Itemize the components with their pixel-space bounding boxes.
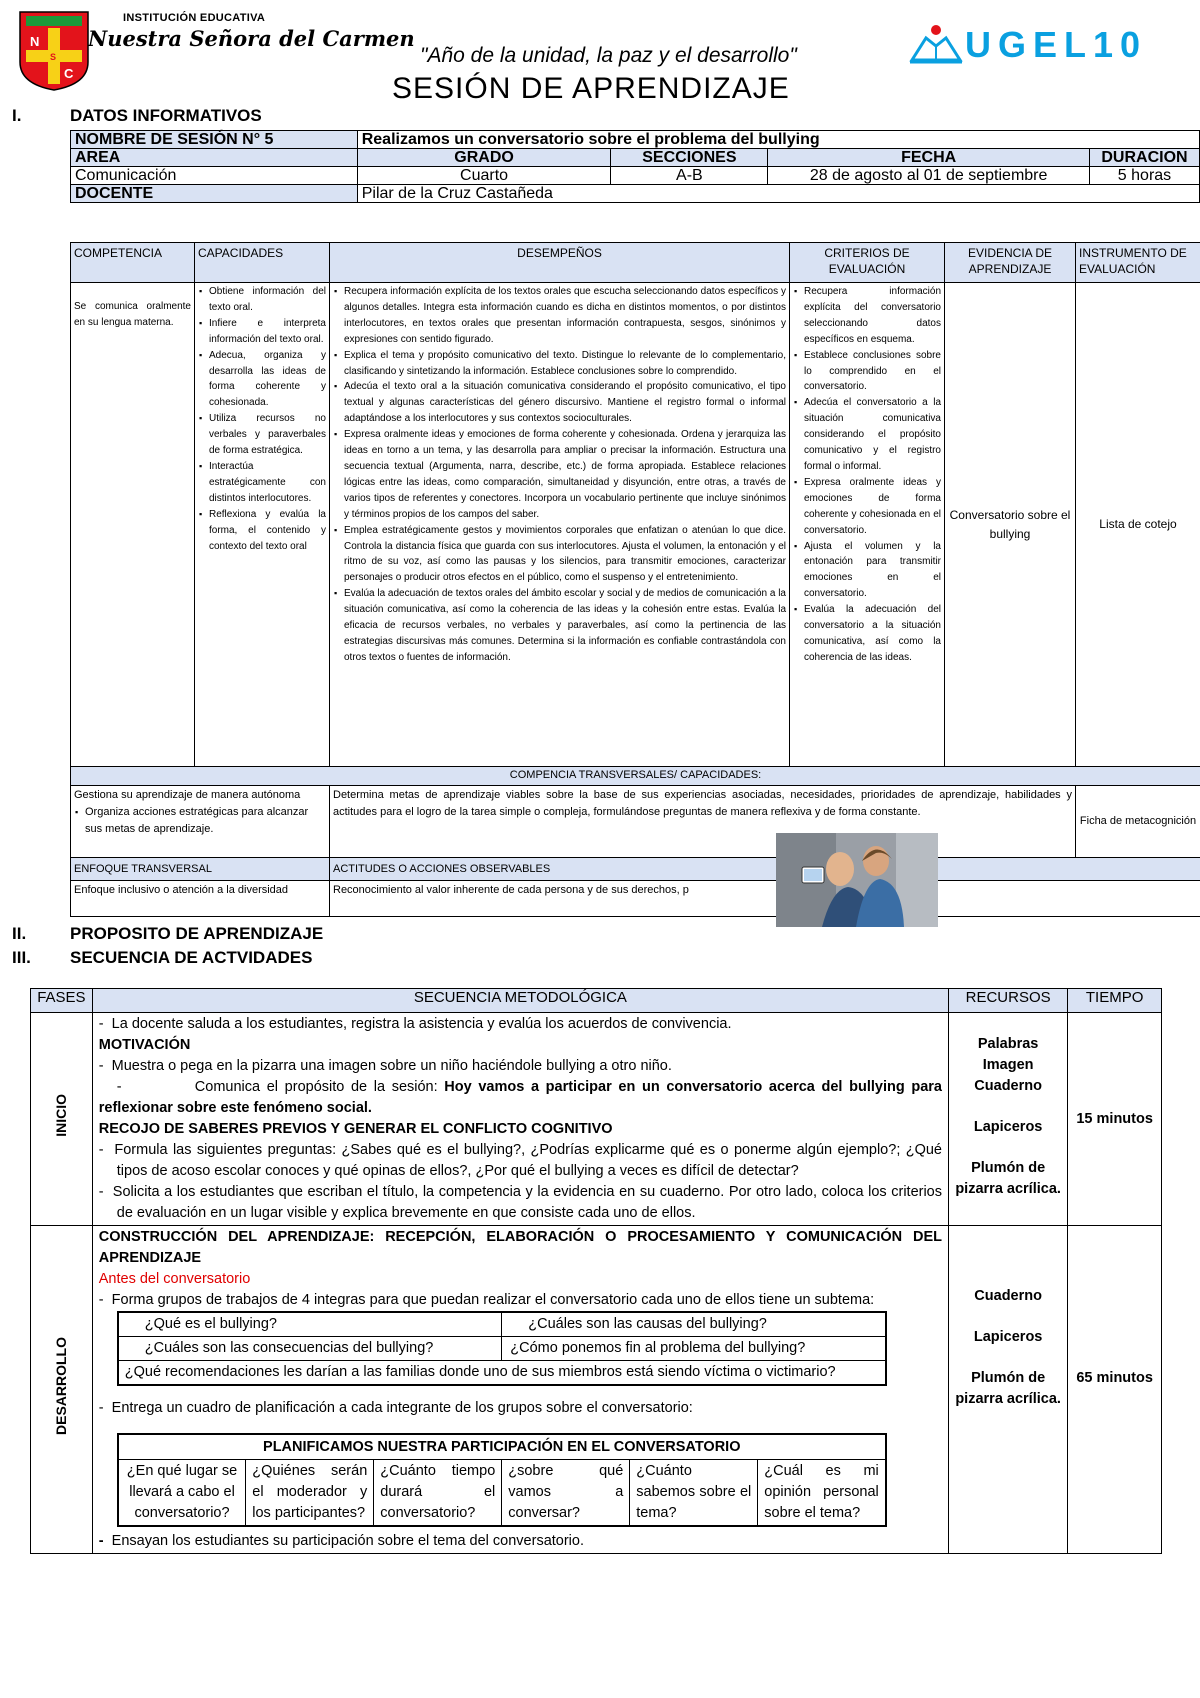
- planificacion-table: [117, 1433, 887, 1527]
- recurso-item: Imagen: [982, 1057, 1034, 1073]
- list-item: - Ensayan los estudiantes su participación sobre el tema del conversatorio.: [98, 1533, 584, 1549]
- criterios-header: CRITERIOS DE EVALUACIÓN: [790, 243, 945, 283]
- datos-table: [70, 130, 1200, 203]
- transversal-band-row: [71, 767, 1200, 786]
- comp-header-row: [71, 243, 1200, 283]
- list-item: ▪ Evalúa la adecuación de textos orales del ámbito escolar y social y de medios de comunicación a la situación comunicativa, así como la coherencia de las ideas y la cohesión entre estas. Evalúa la eficacia de recursos verbales, no verbales y paraverbales, así como la pertinencia de las estrategias discursivas más comunes. Determina si la información es confiable contrastándola con otros textos o fuentes de información.: [344, 586, 786, 666]
- duracion-header: DURACION: [1089, 149, 1199, 167]
- actitudes-text-a: Reconocimiento al valor inherente de cada persona y de sus derechos, p: [333, 883, 689, 896]
- criterios-list: [793, 284, 941, 666]
- desarrollo-phase-cell: [31, 1226, 93, 1554]
- school-crest-logo: [18, 10, 90, 92]
- capacidades-list: [198, 284, 326, 554]
- plan-question: ¿sobre qué vamos a conversar?: [502, 1460, 630, 1527]
- recurso-item: Plumón de pizarra acrílica.: [955, 1370, 1061, 1407]
- secuencia-table: [30, 988, 1162, 1554]
- motivacion-heading: MOTIVACIÓN: [98, 1037, 191, 1053]
- instrumento-value: Lista de cotejo: [1076, 283, 1200, 767]
- inicio-recursos: [949, 1013, 1068, 1226]
- list-item: ▪ Recupera información explícita del conversatorio seleccionando datos específicos en esquema.: [804, 284, 941, 348]
- sesion-name: Realizamos un conversatorio sobre el problema del bullying: [357, 131, 1199, 149]
- capacidades-cell: [195, 283, 330, 767]
- list-item: ▪ Infiere e interpreta información del texto oral.: [209, 316, 326, 348]
- recurso-item: Palabras: [977, 1036, 1039, 1052]
- enfoque-header: ENFOQUE TRANSVERSAL: [71, 857, 330, 880]
- list-item: - Entrega un cuadro de planificación a cada integrante de los grupos sobre el conversatorio:: [98, 1400, 693, 1416]
- desarrollo-tiempo: 65 minutos: [1068, 1226, 1162, 1554]
- grado-header: GRADO: [357, 149, 611, 167]
- list-item: ▪ Interactúa estratégicamente con distintos interlocutores.: [209, 459, 326, 507]
- recurso-item: Lapiceros: [973, 1329, 1043, 1345]
- list-item: ▪ Recupera información explícita de los textos orales que escucha seleccionando datos específicos y algunos detalles. Integra esta información cuando es dicha en distintos momentos, o por distintos interlocutores, en textos orales que presentan información contrapuesta, sesgos, sinónimos y expresiones con sentido figurado.: [344, 284, 786, 348]
- logo-letter-s: S: [50, 52, 57, 62]
- logo-letter-n: N: [30, 34, 40, 49]
- plan-question: ¿Quiénes serán el moderador y los participantes?: [246, 1460, 374, 1527]
- plan-title: PLANIFICAMOS NUESTRA PARTICIPACIÓN EN EL CONVERSATORIO: [118, 1434, 886, 1460]
- section-2-number: II.: [12, 924, 27, 943]
- list-item: ▪ Establece conclusiones sobre lo comprendido en el conversatorio.: [804, 348, 941, 396]
- competencias-table: [70, 242, 1200, 917]
- inicio-tiempo: 15 minutos: [1068, 1013, 1162, 1226]
- list-item: ▪ Utiliza recursos no verbales y paraverbales de forma estratégica.: [209, 411, 326, 459]
- desarrollo-row: [31, 1226, 1162, 1554]
- logo-letter-c: C: [64, 66, 74, 81]
- list-item: ▪ Obtiene información del texto oral.: [209, 284, 326, 316]
- actitudes-cell: [330, 880, 1200, 916]
- plan-question: ¿En qué lugar se llevará a cabo el conversatorio?: [118, 1460, 246, 1527]
- subtema: ¿Qué es el bullying?: [118, 1312, 502, 1337]
- subtemas-table: [117, 1311, 887, 1386]
- plan-question: ¿Cuánto sabemos sobre el tema?: [630, 1460, 758, 1527]
- desarrollo-recursos: [949, 1226, 1068, 1554]
- plan-question: ¿Cuál es mi opinión personal sobre el tema?: [758, 1460, 886, 1527]
- secciones-header: SECCIONES: [611, 149, 768, 167]
- list-item: - Forma grupos de trabajos de 4 integras para que puedan realizar el conversatorio cada uno de ellos tiene un subtema:: [98, 1292, 875, 1308]
- comp-body-row: [71, 283, 1200, 767]
- gestiona-row: [71, 785, 1200, 857]
- gestiona-cell: [71, 785, 330, 857]
- area-value: Comunicación: [71, 167, 358, 185]
- evidencia-header: EVIDENCIA DE APRENDIZAJE: [945, 243, 1076, 283]
- desarrollo-content: [92, 1226, 948, 1554]
- secuencia-header: SECUENCIA METODOLÓGICA: [92, 989, 948, 1013]
- institution-label: INSTITUCIÓN EDUCATIVA: [123, 12, 266, 24]
- desempenos-cell: [330, 283, 790, 767]
- list-item: ▪ Expresa oralmente ideas y emociones de forma coherente y cohesionada en el conversatorio.: [804, 475, 941, 539]
- subtema: ¿Qué recomendaciones les darían a las familias donde uno de sus miembros está siendo víctima o victimario?: [118, 1361, 886, 1386]
- recurso-item: Cuaderno: [974, 1078, 1042, 1094]
- sesion-label: NOMBRE DE SESIÓN N° 5: [71, 131, 358, 149]
- gestiona-instrument: Ficha de metacognición: [1076, 785, 1200, 857]
- purpose-statement: Hoy vamos a participar en un conversatorio acerca del bullying para reflexionar sobre este fenómeno social.: [98, 1079, 942, 1116]
- list-item: - Formula las siguientes preguntas: ¿Sabes qué es el bullying?, ¿Podrías explicarme qué es o ponerme algún ejemplo?; ¿Qué tipos de acoso escolar conoces y qué opinas de ellos?, ¿Por qué el bullying a veces es difícil de detectar?: [98, 1142, 943, 1179]
- enfoque-value: Enfoque inclusivo o atención a la diversidad: [71, 880, 330, 916]
- transversal-band: COMPENCIA TRANSVERSALES/ CAPACIDADES:: [71, 767, 1200, 786]
- list-item: ▪ Ajusta el volumen y la entonación para transmitir emociones en el conversatorio.: [804, 539, 941, 603]
- recurso-item: Lapiceros: [973, 1119, 1043, 1135]
- tiempo-header: TIEMPO: [1068, 989, 1162, 1013]
- section-1-heading: DATOS INFORMATIVOS: [70, 106, 262, 125]
- inicio-phase-cell: [31, 1013, 93, 1226]
- list-item: - Solicita a los estudiantes que escriban el título, la competencia y la evidencia en su cuaderno. Por otro lado, coloca los criterios de evaluación en un lugar visible y explica brevemente en que consiste cada uno de ellos.: [98, 1184, 942, 1221]
- duracion-value: 5 horas: [1089, 167, 1199, 185]
- desarrollo-phase-label: DESARROLLO: [52, 1337, 69, 1435]
- docente-value: Pilar de la Cruz Castañeda: [357, 185, 1199, 203]
- gestiona-description: Determina metas de aprendizaje viables sobre la base de sus experiencias asociadas, necesidades, prioridades de aprendizaje, habilidades y actitudes para el logro de la tarea simple o compleja, formulándose preguntas de manera reflexiva y de forma constante.: [330, 785, 1076, 857]
- inicio-content: [92, 1013, 948, 1226]
- recurso-item: Cuaderno: [974, 1288, 1042, 1304]
- construccion-heading: CONSTRUCCIÓN DEL APRENDIZAJE: RECEPCIÓN, ELABORACIÓN O PROCESAMIENTO Y COMUNICACIÓN DEL APRENDIZAJE: [98, 1229, 942, 1266]
- section-3-heading: SECUENCIA DE ACTVIDADES: [70, 948, 313, 967]
- instrumento-header: INSTRUMENTO DE EVALUACIÓN: [1076, 243, 1200, 283]
- subtema: ¿Cómo ponemos fin al problema del bullying?: [502, 1337, 886, 1361]
- fases-header: FASES: [31, 989, 93, 1013]
- institution-name: Nuestra Señora del Carmen: [88, 26, 415, 51]
- list-item: ▪ Explica el tema y propósito comunicativo del texto. Distingue lo relevante de lo complementario, clasificando y sintetizando la información. Establece conclusiones sobre lo comprendido.: [344, 348, 786, 380]
- enfoque-header-row: [71, 857, 1200, 880]
- list-item: ▪ Evalúa la adecuación del conversatorio a la situación comunicativa, así como la coherencia de las ideas.: [804, 602, 941, 666]
- list-item: ▪ Adecua, organiza y desarrolla las ideas de forma coherente y cohesionada.: [209, 348, 326, 412]
- list-item: ▪ Expresa oralmente ideas y emociones de forma coherente y cohesionada. Ordena y jerarquiza las ideas en torno a un tema, y las desarrolla para ampliar o precisar la información. Estructura una secuencia textual (Argumenta, narra, describe, etc.) de forma apropiada. Establece relaciones lógicas entre las ideas, como comparación, simultaneidad y disyunción, entre otras, a través de varios tipos de referentes y conectores. Incorpora un vocabulario pertinente que incluye sinónimos y términos propios de los campos del saber.: [344, 427, 786, 522]
- competencia-text: Se comunica oralmente en su lengua materna.: [71, 283, 195, 767]
- secciones-value: A-B: [611, 167, 768, 185]
- antes-heading: Antes del conversatorio: [98, 1271, 251, 1287]
- capacidades-header: CAPACIDADES: [195, 243, 330, 283]
- section-1-number: I.: [12, 106, 22, 125]
- actitudes-header: ACTITUDES O ACCIONES OBSERVABLES: [330, 857, 1200, 880]
- desempenos-list: [333, 284, 786, 666]
- recurso-item: Plumón de pizarra acrílica.: [955, 1160, 1061, 1197]
- list-item: - Muestra o pega en la pizarra una imagen sobre un niño haciéndole bullying a otro niño.: [98, 1058, 672, 1074]
- list-item: - Comunica el propósito de la sesión: Hoy vamos a participar en un conversatorio acerca del bullying para reflexionar sobre este fenómeno social.: [98, 1079, 942, 1116]
- list-item: ▪ Adecúa el texto oral a la situación comunicativa considerando el propósito comunicativo, el tipo textual y algunas características del género discursivo. Mantiene el registro formal o informal adaptándose a los interlocutores y sus contextos socioculturales.: [344, 379, 786, 427]
- bullying-photo: [776, 833, 938, 927]
- year-motto: "Año de la unidad, la paz y el desarrollo": [420, 44, 797, 67]
- list-item: - La docente saluda a los estudiantes, registra la asistencia y evalúa los acuerdos de convivencia.: [98, 1016, 732, 1032]
- page-title: SESIÓN DE APRENDIZAJE: [392, 72, 790, 105]
- inicio-phase-label: INICIO: [52, 1094, 69, 1137]
- datos-row-headers: [71, 149, 1200, 167]
- area-header: AREA: [71, 149, 358, 167]
- fecha-value: 28 de agosto al 01 de septiembre: [768, 167, 1090, 185]
- list-item: ▪ Emplea estratégicamente gestos y movimientos corporales que enfatizan o atenúan lo que dice. Controla la distancia física que guarda con sus interlocutores. Ajusta el volumen, la entonación y el ritmo de su voz, así como las pausas y los silencios, para transmitir emociones, caracterizar personajes o producir otros efectos en el público, como el suspenso y el entretenimiento.: [344, 523, 786, 587]
- subtema: ¿Cuáles son las causas del bullying?: [502, 1312, 886, 1337]
- list-item: ▪ Organiza acciones estratégicas para alcanzar sus metas de aprendizaje.: [85, 804, 326, 838]
- subtema: ¿Cuáles son las consecuencias del bullying?: [118, 1337, 502, 1361]
- list-item: ▪ Reflexiona y evalúa la forma, el contenido y contexto del texto oral: [209, 507, 326, 555]
- datos-row-docente: [71, 185, 1200, 203]
- recojo-heading: RECOJO DE SABERES PREVIOS Y GENERAR EL CONFLICTO COGNITIVO: [98, 1121, 613, 1137]
- list-item: ▪ Adecúa el conversatorio a la situación comunicativa considerando el propósito comunicativo y el registro formal o informal.: [804, 395, 941, 475]
- desempenos-header: DESEMPEÑOS: [330, 243, 790, 283]
- evidencia-value: Conversatorio sobre el bullying: [945, 283, 1076, 767]
- seq-header-row: [31, 989, 1162, 1013]
- section-2-heading: PROPOSITO DE APRENDIZAJE: [70, 924, 324, 943]
- enfoque-row: [71, 880, 1200, 916]
- inicio-row: [31, 1013, 1162, 1226]
- grado-value: Cuarto: [357, 167, 611, 185]
- section-3-number: III.: [12, 948, 31, 967]
- datos-row-values: [71, 167, 1200, 185]
- datos-row-sesion: [71, 131, 1200, 149]
- fecha-header: FECHA: [768, 149, 1090, 167]
- recursos-header: RECURSOS: [949, 989, 1068, 1013]
- criterios-cell: [790, 283, 945, 767]
- plan-question: ¿Cuánto tiempo durará el conversatorio?: [374, 1460, 502, 1527]
- gestiona-title: Gestiona su aprendizaje de manera autónoma: [74, 788, 301, 801]
- competencia-header: COMPETENCIA: [71, 243, 195, 283]
- ugel-logo-text: UGEL10: [965, 24, 1148, 65]
- ugel-book-icon: [908, 16, 964, 66]
- docente-label: DOCENTE: [71, 185, 358, 203]
